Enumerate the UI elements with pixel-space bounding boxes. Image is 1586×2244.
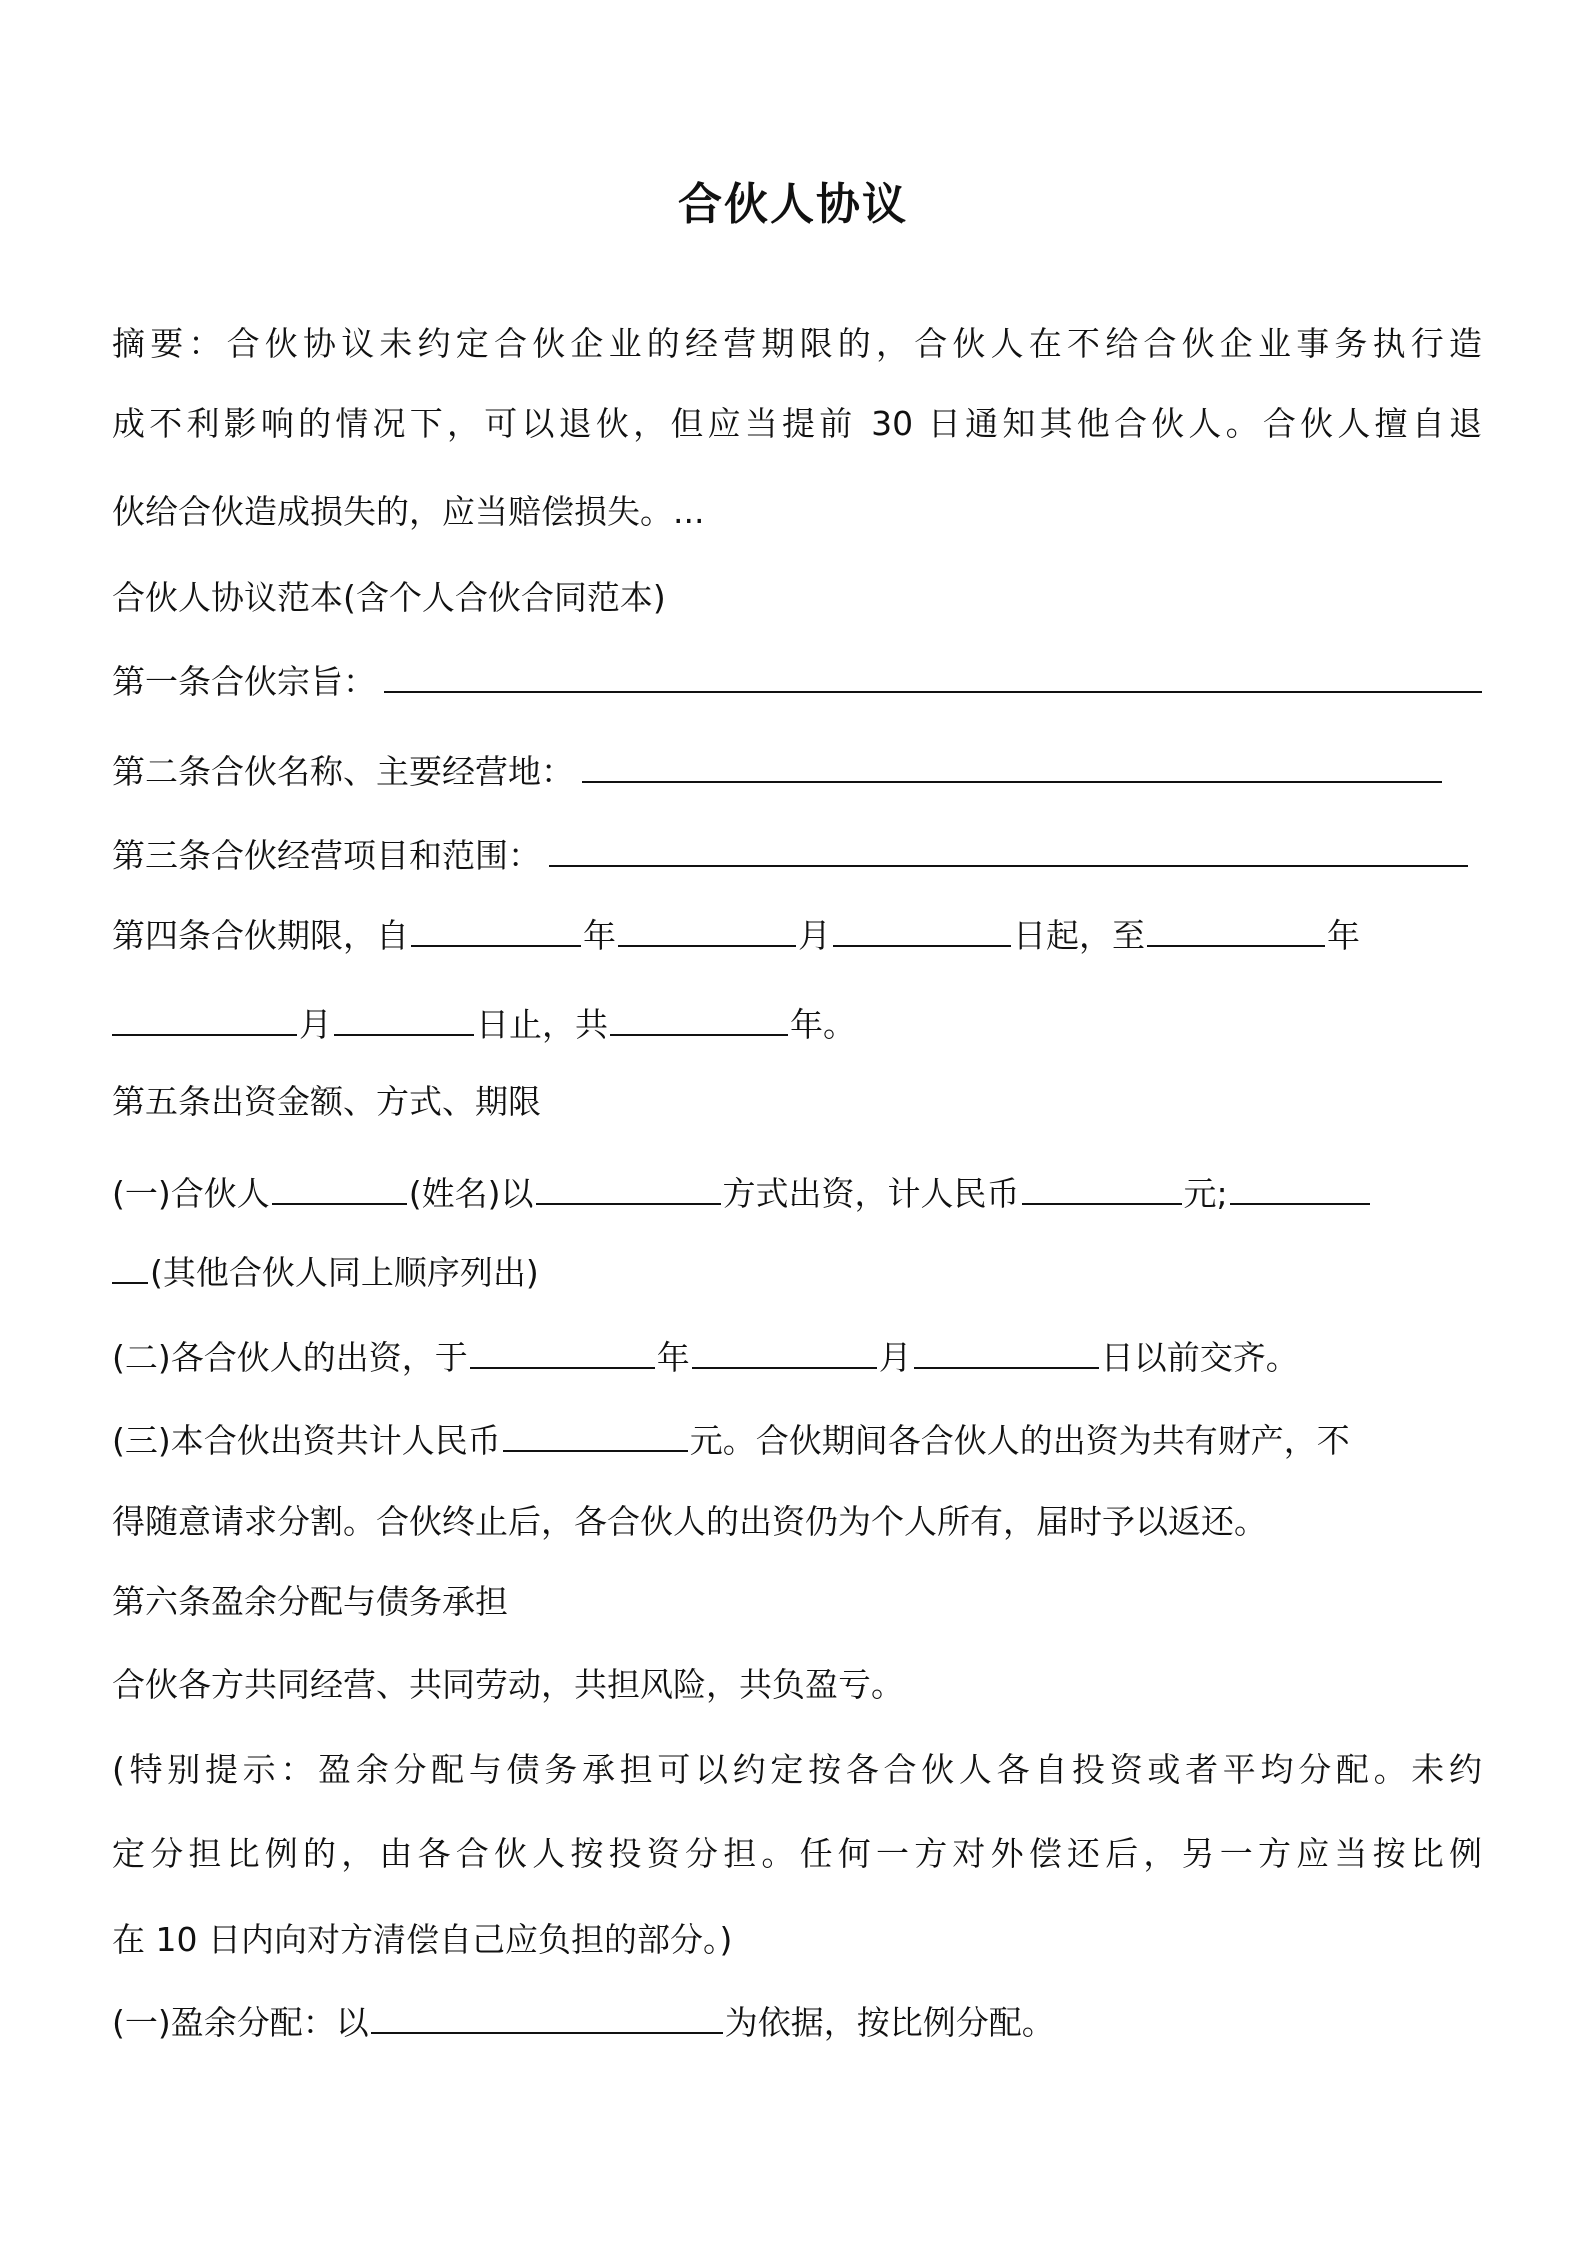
article-6-heading: 第六条盈余分配与债务承担 bbox=[112, 1582, 508, 1621]
article-2 bbox=[112, 750, 1442, 794]
article-2-label: 第二条合伙名称、主要经营地： bbox=[112, 752, 574, 791]
article-6-1-text: 为依据，按比例分配。 bbox=[724, 2003, 1055, 2042]
article-5-1-text: (一)合伙人 bbox=[112, 1174, 270, 1213]
article-6-1-text: (一)盈余分配：以 bbox=[112, 2003, 369, 2042]
blank-line bbox=[610, 1002, 788, 1036]
blank-line bbox=[914, 1335, 1099, 1369]
article-5-1-text: (其他合伙人同上顺序列出) bbox=[150, 1253, 539, 1292]
article-4-line-1 bbox=[112, 913, 1482, 958]
article-5-3-line-2: 得随意请求分割。合伙终止后，各合伙人的出资仍为个人所有，届时予以返还。 bbox=[112, 1502, 1267, 1541]
article-4-line-2 bbox=[112, 1002, 1482, 1047]
article-1-label: 第一条合伙宗旨： bbox=[112, 662, 376, 701]
article-4-text: 第四条合伙期限，自 bbox=[112, 916, 409, 955]
article-5-2 bbox=[112, 1335, 1482, 1380]
blank-line bbox=[112, 1250, 148, 1284]
article-5-2-text: (二)各合伙人的出资，于 bbox=[112, 1338, 468, 1377]
tip-line-2: 定分担比例的，由各合伙人按投资分担。任何一方对外偿还后，另一方应当按比例 bbox=[112, 1834, 1482, 1873]
article-5-3-text: 元。合伙期间各合伙人的出资为共有财产，不 bbox=[689, 1421, 1350, 1460]
article-1 bbox=[112, 660, 1482, 704]
blank-line bbox=[582, 751, 1442, 783]
abstract-line-2: 成不利影响的情况下，可以退伙，但应当提前 30 日通知其他合伙人。合伙人擅自退 bbox=[112, 404, 1482, 443]
article-5-1-text: 方式出资，计人民币 bbox=[722, 1174, 1020, 1213]
blank-line bbox=[272, 1171, 407, 1205]
article-5-2-text: 日以前交齐。 bbox=[1100, 1338, 1299, 1377]
tip-line-3: 在 10 日内向对方清偿自己应负担的部分。) bbox=[112, 1920, 733, 1959]
blank-line bbox=[112, 1002, 297, 1036]
article-5-2-text: 月 bbox=[878, 1338, 912, 1377]
blank-line bbox=[618, 913, 796, 947]
blank-line bbox=[833, 913, 1011, 947]
blank-line bbox=[503, 1418, 688, 1452]
blank-line bbox=[692, 1335, 877, 1369]
article-4-text: 日起，至 bbox=[1013, 916, 1145, 955]
tip-line-1: (特别提示：盈余分配与债务承担可以约定按各合伙人各自投资或者平均分配。未约 bbox=[112, 1750, 1482, 1789]
article-5-heading: 第五条出资金额、方式、期限 bbox=[112, 1082, 541, 1121]
blank-line bbox=[1147, 913, 1325, 947]
article-5-3-text: (三)本合伙出资共计人民币 bbox=[112, 1421, 501, 1460]
article-5-3-line-1 bbox=[112, 1418, 1482, 1463]
article-4-text: 日止，共 bbox=[476, 1005, 608, 1044]
abstract-line-1: 摘要：合伙协议未约定合伙企业的经营期限的，合伙人在不给合伙企业事务执行造 bbox=[112, 324, 1482, 363]
article-5-2-text: 年 bbox=[656, 1338, 690, 1377]
blank-line bbox=[1230, 1171, 1370, 1205]
blank-line bbox=[1022, 1171, 1182, 1205]
article-4-text: 年。 bbox=[790, 1005, 856, 1044]
blank-line bbox=[549, 835, 1468, 867]
blank-line bbox=[536, 1171, 721, 1205]
article-4-text: 年 bbox=[583, 916, 616, 955]
article-5-1-text: 元; bbox=[1183, 1174, 1228, 1213]
article-3-label: 第三条合伙经营项目和范围： bbox=[112, 836, 541, 875]
blank-line bbox=[411, 913, 581, 947]
article-5-1-text: (姓名)以 bbox=[408, 1174, 534, 1213]
article-4-text: 月 bbox=[299, 1005, 332, 1044]
blank-line bbox=[470, 1335, 655, 1369]
blank-line bbox=[371, 2000, 723, 2034]
blank-line bbox=[334, 1002, 474, 1036]
article-4-text: 月 bbox=[798, 916, 831, 955]
article-3 bbox=[112, 834, 1468, 878]
blank-line bbox=[384, 661, 1482, 693]
article-5-1-line-1 bbox=[112, 1171, 1482, 1216]
article-4-text: 年 bbox=[1327, 916, 1360, 955]
article-6-text: 合伙各方共同经营、共同劳动，共担风险，共负盈亏。 bbox=[112, 1665, 904, 1704]
abstract-line-3: 伙给合伙造成损失的，应当赔偿损失。... bbox=[112, 492, 705, 531]
agreement-subtitle: 合伙人协议范本(含个人合伙合同范本) bbox=[112, 578, 666, 617]
article-6-1 bbox=[112, 2000, 1482, 2045]
article-5-1-line-2 bbox=[112, 1250, 1482, 1295]
document-title: 合伙人协议 bbox=[678, 179, 908, 230]
